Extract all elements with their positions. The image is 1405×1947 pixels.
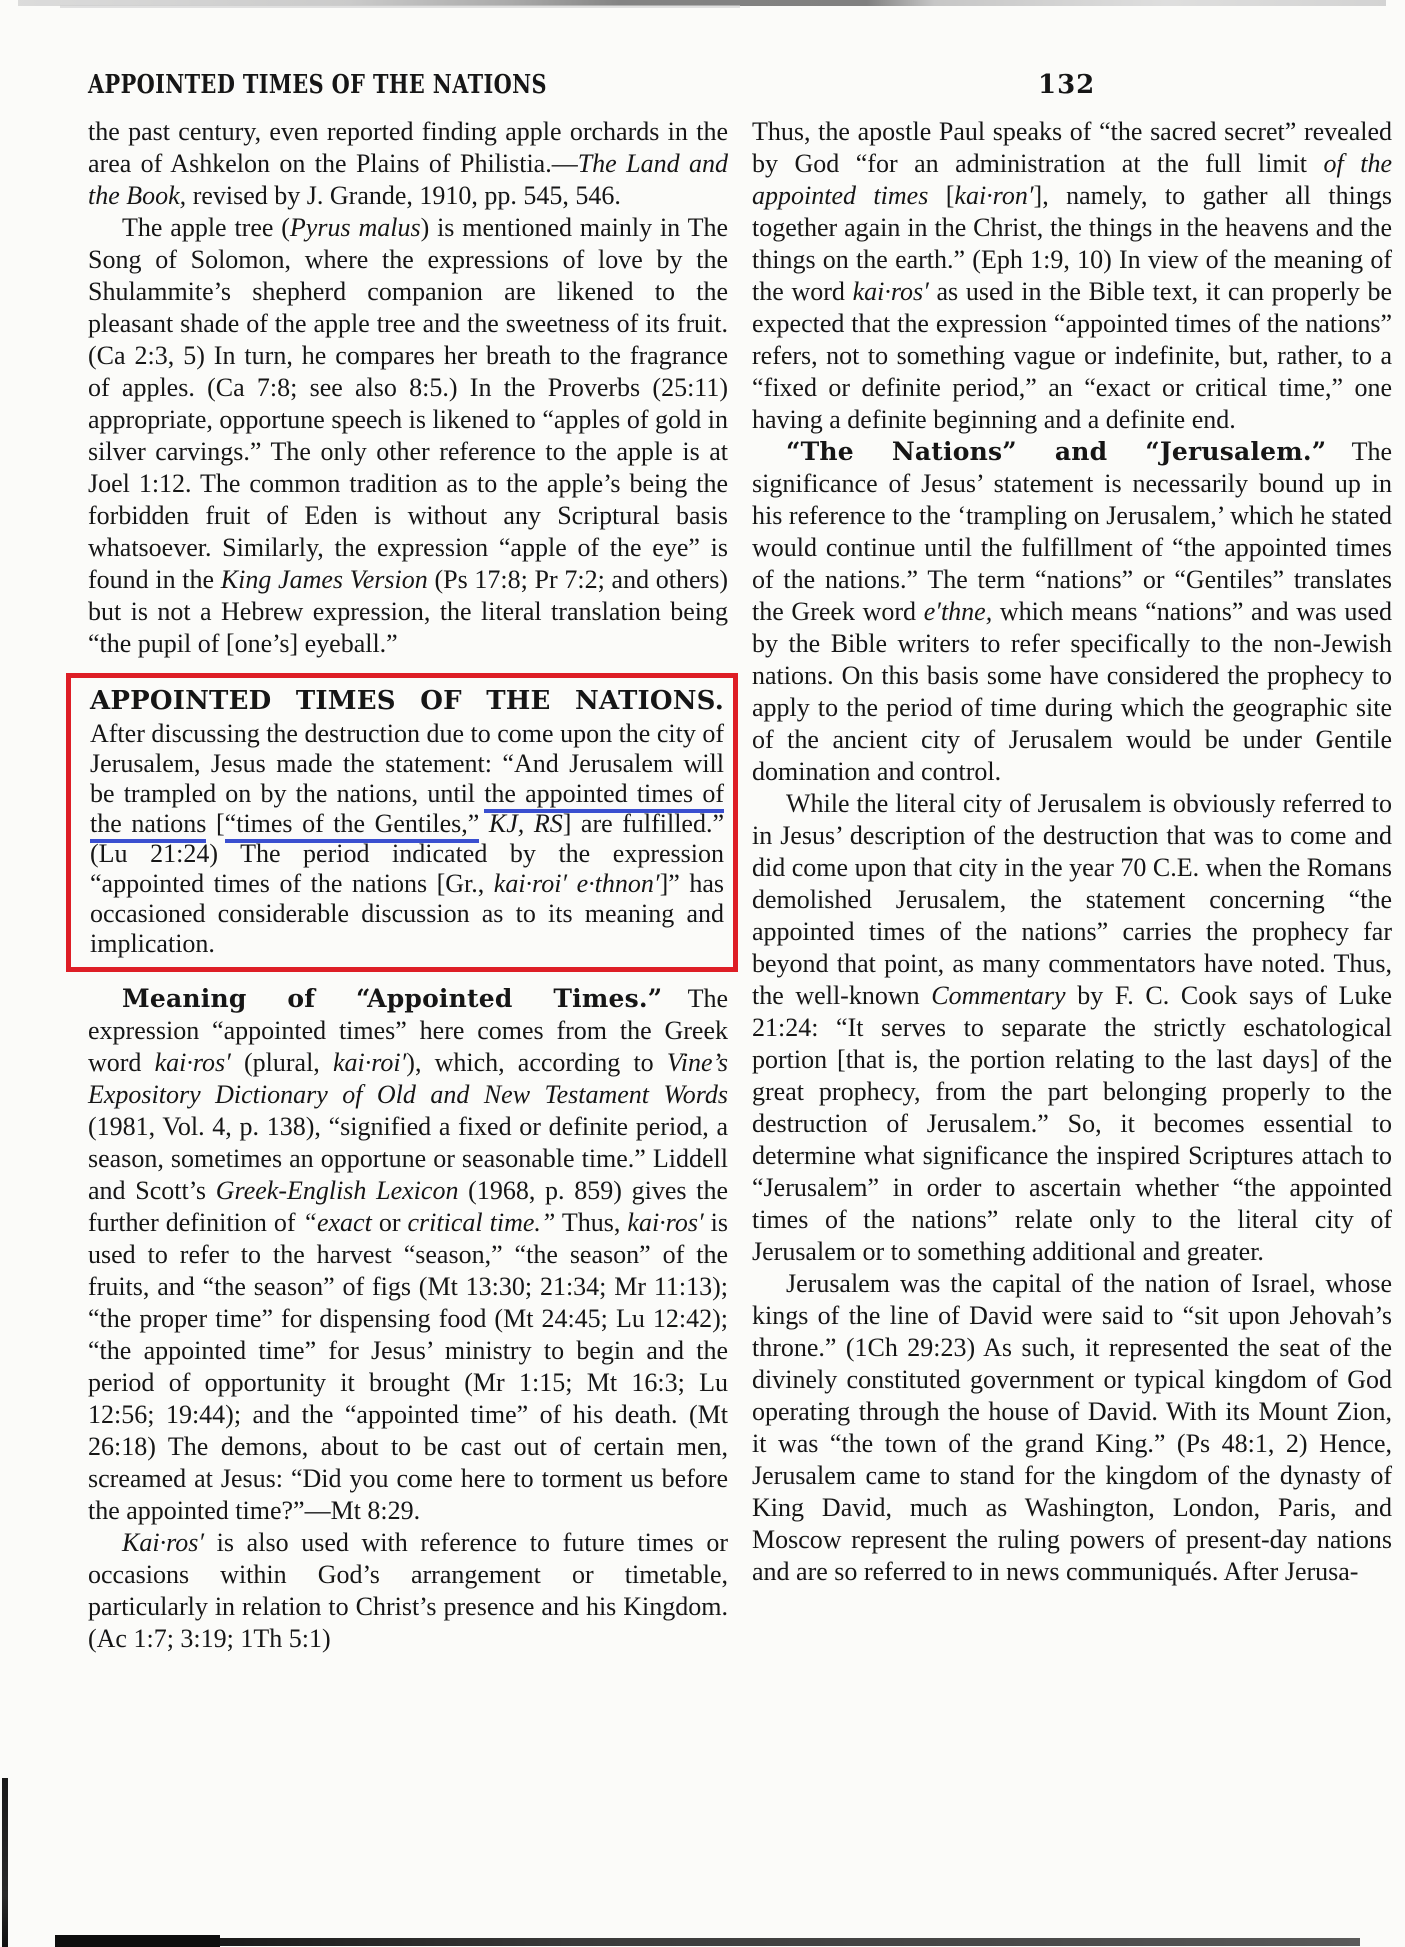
- text-run: The apple tree (: [122, 213, 290, 242]
- text-run: kai·ros′: [852, 277, 929, 306]
- text-run: critical time.”: [407, 1208, 556, 1237]
- paragraph-meaning-of-appointed-times: [88, 983, 728, 1527]
- text-run: kai·roi′: [332, 1048, 407, 1077]
- scan-artifact-left-strip: [2, 1778, 8, 1947]
- entry-title: APPOINTED TIMES OF THE NATIONS.: [90, 686, 724, 716]
- text-run: kai·ron′: [954, 181, 1034, 210]
- text-run: revised by J. Grande, 1910, pp. 545, 546.: [186, 181, 621, 210]
- page-number: 132: [1038, 70, 1096, 100]
- text-run: The expression “appointed times” here comes from the Greek word: [88, 984, 728, 1077]
- text-run: After discussing the destruction due to come upon the city of Jerusalem, Jesus made the statement: “And Jerusalem will be trampled on by the nations, until: [90, 719, 724, 808]
- text-run: (1981, Vol. 4, p. 138), “signified a fixed or definite period, a season, sometimes an opportune or seasonable time.” Liddell and Scott’s: [88, 1112, 728, 1205]
- text-run: kai·ros′: [154, 1048, 231, 1077]
- text-run: the past century, even reported finding apple orchards in the area of Ashkelon on the Plains of Philistia.—: [88, 117, 728, 178]
- text-run: Jerusalem was the capital of the nation of Israel, whose kings of the line of David were said to “sit upon Jehovah’s throne.” (1Ch 29:23) As such, it represented the seat of the divinely constituted government or typical kingdom of God operating through the house of David. With its Mount Zion, it was “the town of the grand King.” (Ps 48:1, 2) Hence, Jerusalem came to stand for the kingdom of the dynasty of King David, much as Washington, London, Paris, and Moscow represent the ruling powers of present-day nations and are so referred to in news communiqués. After Jerusa-: [752, 1269, 1392, 1586]
- text-run: (plural,: [230, 1048, 333, 1077]
- blue-underlined-text: the appointed times of the nations: [90, 779, 724, 843]
- scan-artifact-top-bar-faint: [60, 5, 740, 8]
- text-run: The Land and the Book,: [88, 149, 728, 210]
- text-run: which means “nations” and was used by the Bible writers to refer specifically to the non-Jewish nations. On this basis some have considered the prophecy to apply to the period of time during which the geographic site of the ancient city of Jerusalem would be under Gentile domination and control.: [752, 597, 1392, 786]
- scan-artifact-bottom-bar: [55, 1938, 1360, 1946]
- text-run: or: [371, 1208, 408, 1237]
- text-run: [479, 809, 489, 838]
- text-run: [: [928, 181, 955, 210]
- paragraph: [88, 1527, 728, 1655]
- entry-highlight-box: [66, 673, 738, 972]
- entry-body: [90, 719, 724, 959]
- text-run: is used to refer to the harvest “season,” “the season” of the fruits, and “the season” of figs (Mt 13:30; 21:34; Mr 11:13); “the proper time” for dispensing food (Mt 24:45; Lu 12:42); “the appointed time” for Jesus’ ministry to begin and the period of opportunity it brought (Mr 1:15; Mt 16:3; Lu 12:56; 19:44); and the “appointed time” of his death. (Mt 26:18) The demons, about to be cast out of certain men, screamed at Jesus: “Did you come here to torment us before the appointed time?”—Mt 8:29.: [88, 1208, 728, 1525]
- running-head-title: APPOINTED TIMES OF THE NATIONS: [88, 70, 547, 100]
- right-column: [752, 116, 1392, 1655]
- text-run: (Ps 17:8; Pr 7:2; and others) but is not a Hebrew expression, the literal translation being “the pupil of [one’s] eyeball.”: [88, 565, 728, 658]
- scan-artifact-top-bar: [18, 0, 1386, 6]
- text-run: Meaning of “Appointed Times.”: [122, 984, 688, 1013]
- text-run: While the literal city of Jerusalem is obviously referred to in Jesus’ description of the destruction that was to come and did come upon that city in the year 70 C.E. when the Romans demolished Jerusalem, the statement concerning “the appointed times of the nations” carries the prophecy far beyond that point, as many commentators have noted. Thus, the well-known: [752, 789, 1392, 1010]
- text-run: by F. C. Cook says of Luke 21:24: “It serves to separate the strictly eschatological portion [that is, the portion relating to the last days] of the great prophecy, from the part belonging properly to the destruction of Jerusalem.” So, it becomes essential to determine what significance the inspired Scriptures attach to “Jerusalem” in order to ascertain whether “the appointed times of the nations” relate only to the literal city of Jerusalem or to something additional and greater.: [752, 981, 1392, 1266]
- paragraph: [752, 1268, 1392, 1588]
- text-run: ]” has occasioned considerable discussion as to its meaning and implication.: [90, 869, 724, 958]
- text-run: as used in the Bible text, it can properly be expected that the expression “appointed times of the nations” refers, not to something vague or indefinite, but, rather, to a “fixed or definite period,” an “exact or critical time,” one having a definite beginning and a definite end.: [752, 277, 1392, 434]
- text-run: is also used with reference to future times or occasions within God’s arrangement or timetable, particularly in relation to Christ’s presence and his Kingdom. (Ac 1:7; 3:19; 1Th 5:1): [88, 1528, 728, 1653]
- paragraph-continuation: [752, 116, 1392, 436]
- text-run: ) is mentioned mainly in The Song of Solomon, where the expressions of love by the Shulammite’s shepherd companion are likened to the pleasant shade of the apple tree and the sweetness of its fruit. (Ca 2:3, 5) In turn, he compares her breath to the fragrance of apples. (Ca 7:8; see also 8:5.) In the Proverbs (25:11) appropriate, opportune speech is likened to “apples of gold in silver carvings.” The only other reference to the apple is at Joel 1:12. The common tradition as to the apple’s being the forbidden fruit of Eden is without any Scriptural basis whatsoever. Similarly, the expression “apple of the eye” is found in the: [88, 213, 728, 594]
- text-run: kai·roi′ e·thnon′: [493, 869, 660, 898]
- text-run: Thus,: [555, 1208, 628, 1237]
- text-run: Pyrus malus: [289, 213, 421, 242]
- text-run: King James Version: [220, 565, 428, 594]
- scan-artifact-bottom-blob: [55, 1935, 220, 1947]
- text-run: e′thne,: [923, 597, 993, 626]
- text-run: KJ, RS: [488, 809, 563, 838]
- text-run: Commentary: [931, 981, 1066, 1010]
- text-run: “The Nations” and “Jerusalem.”: [786, 437, 1352, 466]
- paragraph-nations-and-jerusalem: [752, 436, 1392, 788]
- text-run: ] are fulfilled.” (Lu 21:24) The period indicated by the expression “appointed times of the nations [Gr.,: [90, 809, 725, 898]
- text-run: Thus, the apostle Paul speaks of “the sacred secret” revealed by God “for an administration at the full limit: [752, 117, 1392, 178]
- text-run: ], namely, to gather all things together again in the Christ, the things in the heavens and the things on the earth.” (Eph 1:9, 10) In view of the meaning of the word: [752, 181, 1392, 306]
- text-run: Greek-English Lexicon: [215, 1176, 459, 1205]
- text-run: “exact: [302, 1208, 372, 1237]
- text-run: Kai·ros′: [122, 1528, 205, 1557]
- text-run: The significance of Jesus’ statement is necessarily bound up in his reference to the ‘trampling on Jerusalem,’ which he stated would continue until the fulfillment of “the appointed times of the nations.” The term “nations” or “Gentiles” translates the Greek word: [752, 437, 1392, 626]
- paragraph-continuation: [88, 116, 728, 212]
- text-run: kai·ros′: [627, 1208, 704, 1237]
- text-run: Vine’s Expository Dictionary of Old and New Testament Words: [88, 1048, 728, 1109]
- page-body: [88, 116, 1392, 1655]
- left-column: [88, 116, 728, 1655]
- paragraph: [752, 788, 1392, 1268]
- text-run: ), which, according to: [406, 1048, 667, 1077]
- blue-underlined-text: “times of the Gentiles,”: [225, 809, 480, 843]
- text-run: of the appointed times: [752, 149, 1392, 210]
- text-run: [: [206, 809, 225, 838]
- text-run: (1968, p. 859) gives the further definition of: [88, 1176, 728, 1237]
- paragraph: [88, 212, 728, 660]
